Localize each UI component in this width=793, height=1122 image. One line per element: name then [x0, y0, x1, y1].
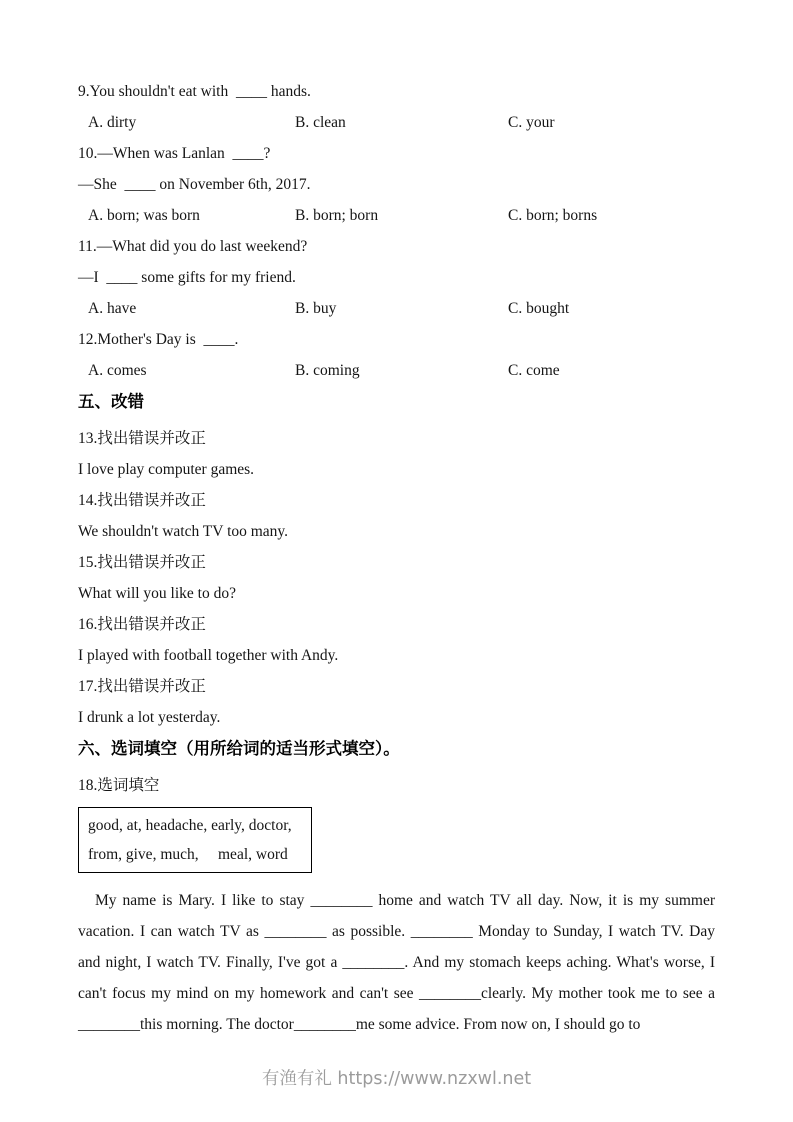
- passage-line-3: and night, I watch TV. Finally, I've got a ________. And my stomach keeps aching. What's worse, I: [78, 954, 715, 971]
- question-10-answer-line: —She ____ on November 6th, 2017.: [78, 176, 311, 193]
- question-11-option-a: A. have: [88, 300, 137, 317]
- section-6-title: 六、选词填空（用所给词的适当形式填空）。: [78, 739, 400, 758]
- item-16-prompt: 16.找出错误并改正: [78, 616, 206, 633]
- passage-line-4: can't focus my mind on my homework and can't see ________clearly. My mother took me to see a: [78, 985, 715, 1002]
- question-9-options: [78, 107, 715, 138]
- question-11-option-c: C. bought: [508, 300, 570, 317]
- item-14-prompt: 14.找出错误并改正: [78, 492, 206, 509]
- question-9-option-b: B. clean: [295, 114, 346, 131]
- question-10-option-a: A. born; was born: [88, 207, 200, 224]
- question-10-option-b: B. born; born: [295, 207, 379, 224]
- item-16-sentence: I played with football together with Andy.: [78, 647, 339, 664]
- word-bank-box: [78, 807, 312, 873]
- question-12-option-b: B. coming: [295, 362, 360, 379]
- question-10-text: 10.—When was Lanlan ____?: [78, 145, 271, 162]
- passage-line-1: My name is Mary. I like to stay ________ home and watch TV all day. Now, it is my summer: [95, 892, 715, 909]
- question-10-option-c: C. born; borns: [508, 207, 598, 224]
- question-11-answer-line: —I ____ some gifts for my friend.: [78, 269, 296, 286]
- question-12-text: 12.Mother's Day is ____.: [78, 331, 239, 348]
- site-watermark: 有渔有礼 https://www.nzxwl.net: [261, 1069, 532, 1089]
- question-10-options: [78, 200, 715, 231]
- word-bank-line-2: from, give, much, meal, word: [88, 846, 288, 863]
- passage-line-2: vacation. I can watch TV as ________ as possible. ________ Monday to Sunday, I watch TV. Day: [78, 923, 715, 940]
- section-5-title: 五、改错: [78, 392, 144, 411]
- passage-line-5: ________this morning. The doctor________me some advice. From now on, I should go to: [78, 1016, 641, 1033]
- item-15-prompt: 15.找出错误并改正: [78, 554, 206, 571]
- question-11-option-b: B. buy: [295, 300, 337, 317]
- question-9-option-a: A. dirty: [88, 114, 137, 131]
- question-9-text: 9.You shouldn't eat with ____ hands.: [78, 83, 311, 100]
- item-17-sentence: I drunk a lot yesterday.: [78, 709, 221, 726]
- question-12-options: [78, 355, 715, 386]
- item-18-label: 18.选词填空: [78, 777, 160, 794]
- cloze-passage: [78, 885, 715, 1040]
- question-12-option-c: C. come: [508, 362, 560, 379]
- word-bank-line-1: good, at, headache, early, doctor,: [88, 817, 292, 834]
- item-13-sentence: I love play computer games.: [78, 461, 255, 478]
- question-9-option-c: C. your: [508, 114, 555, 131]
- item-13-prompt: 13.找出错误并改正: [78, 430, 206, 447]
- question-11-options: [78, 293, 715, 324]
- item-17-prompt: 17.找出错误并改正: [78, 678, 206, 695]
- question-12-option-a: A. comes: [88, 362, 147, 379]
- item-15-sentence: What will you like to do?: [78, 585, 236, 602]
- question-11-text: 11.—What did you do last weekend?: [78, 238, 308, 255]
- item-14-sentence: We shouldn't watch TV too many.: [78, 523, 289, 540]
